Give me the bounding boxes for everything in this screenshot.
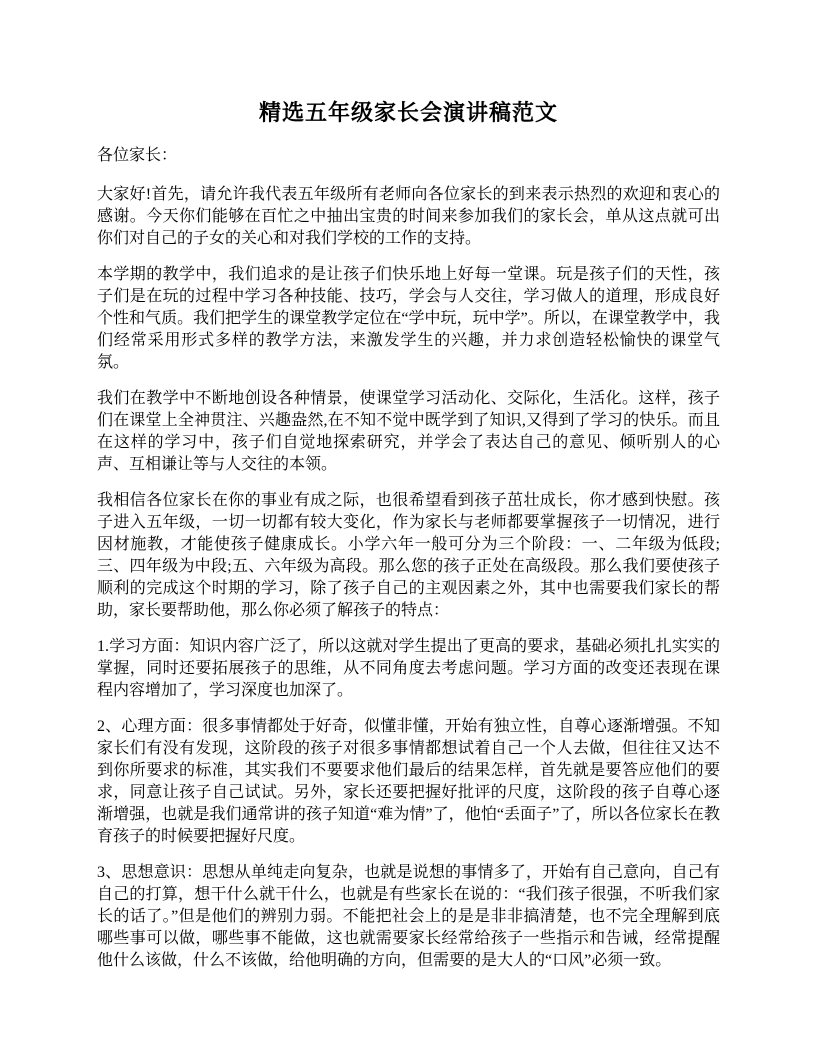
paragraph-point-3-ideology: 3、思想意识：思想从单纯走向复杂，也就是说想的事情多了，开始有自己意向，自己有自己的打算，想干什么就干什么，也就是有些家长在说的：“我们孩子很强，不听我们家长的话了。”但是他们的辨别力弱。不能把社会上的是是非非搞清楚，也不完全理解到底哪些事可以做，哪些事不能做，这也就需要家长经常给孩子一些指示和告诫，经常提醒他什么该做，什么不该做，给他明确的方向，但需要的是大人的“口风”必须一致。 — [97, 864, 720, 969]
paragraph-point-2-psychology: 2、心理方面：很多事情都处于好奇，似懂非懂，开始有独立性，自尊心逐渐增强。不知家长们有没有发现，这阶段的孩子对很多事情都想试着自己一个人去做，但往往又达不到你所要求的标准，其实我们不要要求他们最后的结果怎样，首先就是要答应他们的要求，同意让孩子自己试试。另外，家长还要把握好批评的尺度，这阶段的孩子自尊心逐渐增强，也就是我们通常讲的孩子知道“难为情”了，他怕“丢面子”了，所以各位家长在教育孩子的时候要把握好尺度。 — [97, 718, 720, 845]
paragraph-grade-stages: 我相信各位家长在你的事业有成之际，也很希望看到孩子茁壮成长，你才感到快慰。孩子进入五年级，一切一切都有较大变化，作为家长与老师都要掌握孩子一切情况，进行因材施教，才能使孩子健康成长。小学六年一般可分为三个阶段：一、二年级为低段;三、四年级为中段;五、六年级为高段。那么您的孩子正处在高级段。那么我们要使孩子顺利的完成这个时期的学习，除了孩子自己的主观因素之外，其中也需要我们家长的帮助，家长要帮助他，那么你必须了解孩子的特点： — [97, 492, 720, 619]
paragraph-intro-welcome: 大家好!首先，请允许我代表五年级所有老师向各位家长的到来表示热烈的欢迎和衷心的感谢。今天你们能够在百忙之中抽出宝贵的时间来参加我们的家长会，单从这点就可出你们对自己的子女的关心和对我们学校的工作的支持。 — [97, 186, 720, 247]
paragraph-point-1-study: 1.学习方面：知识内容广泛了，所以这就对学生提出了更高的要求，基础必须扎扎实实的掌握，同时还要拓展孩子的思维，从不同角度去考虑问题。学习方面的改变还表现在课程内容增加了，学习深度也加深了。 — [97, 638, 720, 699]
paragraph-teaching-approach: 本学期的教学中，我们追求的是让孩子们快乐地上好每一堂课。玩是孩子们的天性，孩子们是在玩的过程中学习各种技能、技巧，学会与人交往，学习做人的道理，形成良好个性和气质。我们把学生的课堂教学定位在“学中玩，玩中学”。所以，在课堂教学中，我们经常采用形式多样的教学方法，来激发学生的兴趣，并力求创造轻松愉快的课堂气氛。 — [97, 266, 720, 371]
paragraph-classroom-learning: 我们在教学中不断地创设各种情景，使课堂学习活动化、交际化，生活化。这样，孩子们在课堂上全神贯注、兴趣盎然,在不知不觉中既学到了知识,又得到了学习的快乐。而且在这样的学习中，孩子们自觉地探索研究，并学会了表达自己的意见、倾听别人的心声、互相谦让等与人交往的本领。 — [97, 390, 720, 473]
salutation-line: 各位家长： — [97, 147, 178, 164]
document-title: 精选五年级家长会演讲稿范文 — [258, 100, 558, 125]
